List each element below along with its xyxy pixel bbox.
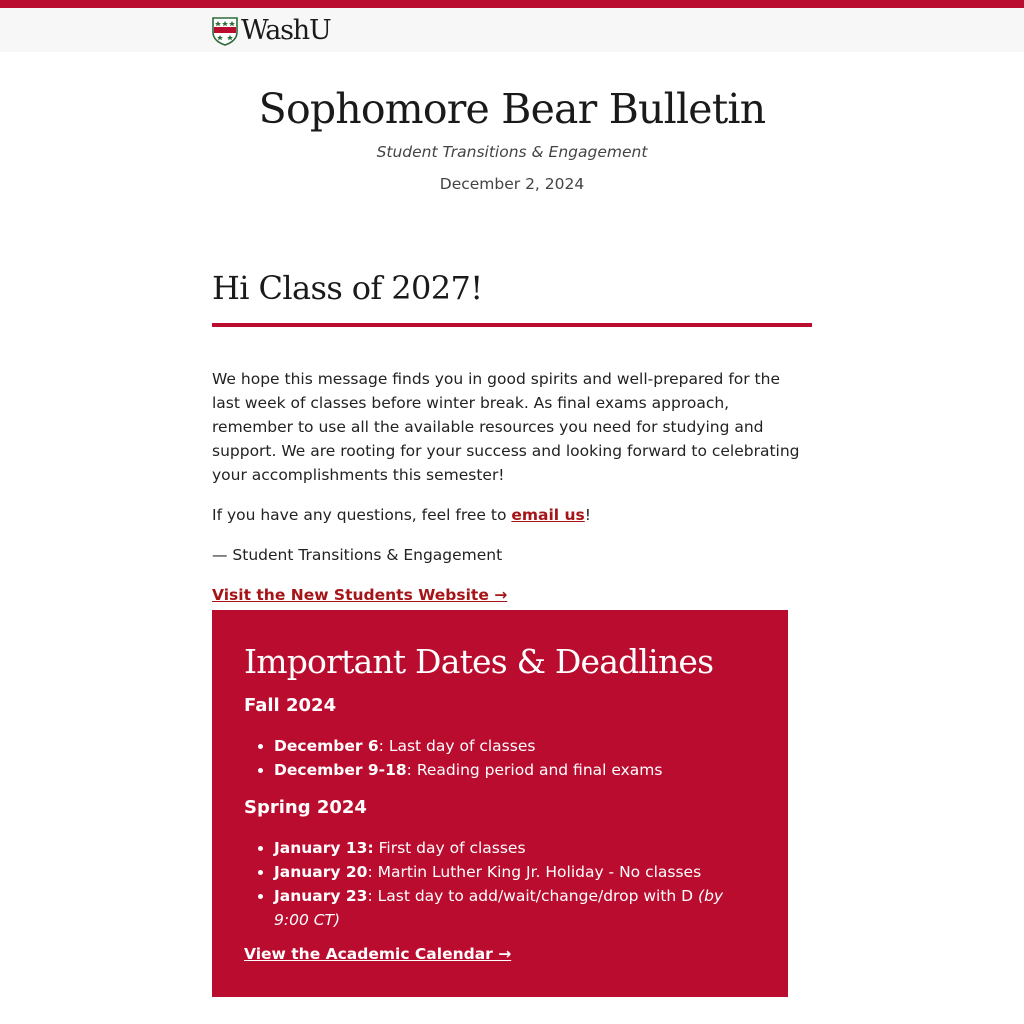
date-label: December 6	[274, 737, 379, 755]
newsletter-title: Sophomore Bear Bulletin	[258, 85, 766, 133]
date-description: : Martin Luther King Jr. Holiday - No classes	[367, 863, 702, 881]
website-link-paragraph	[212, 583, 812, 607]
term-heading-fall: Fall 2024	[244, 695, 337, 716]
questions-paragraph	[212, 503, 812, 527]
date-label: January 23	[274, 887, 368, 905]
date-description: : Reading period and final exams	[406, 761, 663, 779]
site-header	[0, 8, 1024, 52]
date-label: January 13:	[274, 839, 374, 857]
term-heading-spring: Spring 2024	[244, 797, 367, 818]
date-description: : Last day to add/wait/change/drop with D	[367, 887, 699, 905]
spring-dates-list	[244, 836, 756, 932]
greeting-heading: Hi Class of 2027!	[212, 269, 483, 307]
date-label: December 9-18	[274, 761, 407, 779]
list-item	[274, 860, 756, 884]
newsletter-subtitle: Student Transitions & Engagement	[376, 143, 648, 161]
logo-wordmark: WashU	[241, 15, 331, 46]
list-item	[274, 734, 756, 758]
email-us-link[interactable]: email us	[511, 506, 585, 524]
academic-calendar-link[interactable]: View the Academic Calendar →	[244, 945, 512, 963]
fall-dates-list	[244, 734, 756, 782]
newsletter-date: December 2, 2024	[439, 175, 585, 193]
date-description: First day of classes	[373, 839, 526, 857]
newsletter-masthead	[0, 84, 1024, 194]
intro-section	[212, 264, 812, 607]
list-item	[274, 884, 756, 932]
list-item	[274, 758, 756, 782]
signature: — Student Transitions & Engagement	[212, 546, 503, 564]
top-accent-stripe	[0, 0, 1024, 8]
washu-logo[interactable]	[212, 16, 331, 46]
heading-divider	[212, 323, 812, 327]
date-note: (by 9:00 CT)	[274, 887, 724, 929]
important-dates-box	[212, 610, 788, 997]
dates-title: Important Dates & Deadlines	[244, 642, 714, 681]
intro-paragraph: We hope this message finds you in good spirits and well-prepared for the last week of classes before winter break. As final exams approach, remember to use all the available resources you need for studying and support. We are rooting for your success and looking forward to celebrating your accomplishments this semester!	[212, 370, 800, 484]
date-description: : Last day of classes	[378, 737, 536, 755]
date-label: January 20	[274, 863, 368, 881]
list-item	[274, 836, 756, 860]
questions-suffix: !	[584, 506, 591, 524]
shield-icon	[212, 17, 238, 46]
questions-prefix: If you have any questions, feel free to	[212, 506, 512, 524]
new-students-website-link[interactable]: Visit the New Students Website →	[212, 586, 508, 604]
